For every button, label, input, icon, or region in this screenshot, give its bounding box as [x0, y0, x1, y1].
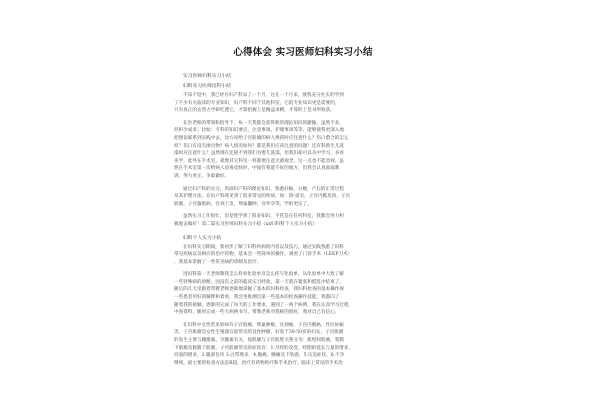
- text-line: 在妇科实习期间，我初步了解了妇科疾病的内容以及技巧，通过实践熟悉了妇科: [183, 244, 344, 250]
- text-line: 随后的几天里跟着带教老师逐渐地掌握了基本的妇科检查，我妇科检查的基本操作规: [174, 287, 344, 293]
- document-subtitle: 实习医师妇科实习小结: [183, 74, 231, 79]
- text-line: 训，努力更正，争取做好。: [174, 173, 230, 179]
- text-line: 但积少成多；比如：专科的知识要点，注意事项，护理事项等等，能够使我更深入地: [174, 128, 344, 134]
- text-line: 一些患者用好的解释和着看，我会坐推测出第一些基本的检查操作技能，我都向了: [174, 295, 340, 301]
- section-2-body: [174, 244, 432, 368]
- paragraph: [174, 213, 432, 228]
- text-line: 在妇科中女性常见的病有子宫肌瘤，卵巢肿瘤，宫颈癌，子宫内膜癌，异位妊娠: [183, 322, 344, 328]
- text-line: 极地去做好！第二篇实习医师妇科实习小结《xx妇科科个人实习小结》: [174, 221, 317, 227]
- text-line: 了不少有关临床的专业知识，妇产科不同于其他科室，它的专业知识更是需要的，: [174, 100, 340, 106]
- text-line: 继续，最主要的检查方法是B超，治疗有药物的疗和手术治疗。临床上常见的手术治: [174, 360, 343, 366]
- document-title: 心得体会 实习医师妇科实习小结: [233, 47, 373, 58]
- text-line: 的发生主要与雌激素、孕激素有关，按肌瘤与子宫肌壁关系分为：肌壁间肌瘤，浆膜: [174, 338, 344, 344]
- text-line: 样？伤口有没有渗出物？病人情况如何？都是我们应该注意的问题！还有科新生儿洗: [174, 143, 344, 149]
- paragraph: [174, 92, 432, 115]
- paragraph: [174, 322, 432, 368]
- text-line: 持量的增多，2.腹部包块 3.白带增多，4.腹痛，腰痛及下坠感，5.压迫症状，6.不孕: [174, 353, 345, 359]
- text-line: 中查资料，随时完成一些大病例书写，带教老师对我称的很好，我对自己有信心。: [174, 310, 340, 316]
- text-line: 等，子宫肌瘤是女性生殖器官最常见的良性肿瘤，好发于30-50岁的妇女，子宫肌瘤: [174, 330, 344, 336]
- text-line: 一些特殊病的诊断。因没有之前的临床实习经验，第一天就在紧张和慌乱中结束了，: [174, 279, 344, 285]
- paragraph: [174, 244, 432, 267]
- text-line: ，我基本掌握了一些常见病的诊断及治疗。: [174, 259, 262, 265]
- text-line: 肌瘤，子宫腺肌病，宫颈上皮，卵巢囊肿，宫外孕等，学的更实了。: [174, 201, 312, 207]
- text-line: 不知不觉中，我已经在妇产科呆了一个月，这在一个月来，使我充分扎实的学到: [183, 93, 344, 98]
- section-heading: 妇科实习医师出科小结: [183, 84, 231, 89]
- text-line: 澡时应注意什么？虽然现在还轮不到我们为婴儿洗澡，但我们却可以从中学习，多看: [174, 151, 344, 157]
- text-line: 及其护理方法，在妇产科我见到了很多常见的疾病，如：阴-道炎，子宫内膜息肉，子宫: [174, 194, 351, 200]
- section-heading-2: 妇科个人实习小结: [183, 235, 222, 241]
- paragraph: [174, 271, 432, 317]
- text-line: 把理论联系到实践中去，比方说给子宫肌瘤的病人换药时应注意什么？伤口愈合的怎么: [174, 135, 349, 141]
- text-line: 随着我的接触，逐渐的完成了每天的工作要求，遇到了一两个病例，我在认真学习过程: [174, 302, 349, 308]
- text-line: 虽然实习工作很忙，但是我学到了很多知识，不管是在任何科室，我都会努力积: [183, 214, 344, 220]
- text-line: 常见疾病以及相应的治疗药物，基本会一些简单的操作，观看了门诊手术（LEEP刀术）: [174, 252, 353, 258]
- text-line: 在医老师的带领和指导下，每一天我都会获得新的理论知识的灌输，虽然不多，: [183, 120, 344, 126]
- paragraph: [174, 186, 432, 209]
- text-line: 只有真正的去努力学研吃透它，才算把握上是精益求精，才算的上是书所收获。: [174, 108, 335, 114]
- text-line: 进妇科第一天老师教我怎么样看化验单及怎么样写化验单，从化验单中大致了解: [183, 272, 344, 278]
- text-line: 然在手术室第一次给病人消毒皮肤时，中间有我能不好的地方，但我会认真面取教: [174, 166, 340, 172]
- paragraph: [174, 120, 432, 181]
- text-line: 多学，此外在手术室，就像其它科室一样都要注意无菌观念，这一点也不能忽视。虽: [174, 158, 344, 164]
- section-1-body: [174, 92, 432, 229]
- text-line: 下肌瘤及黏膜下肌瘤，子宫肌瘤常见的症状有：1.月经的改变，经期的延长与量的增多，: [174, 345, 353, 351]
- text-line: 通过妇产科的实习，巩固妇产科的理论知识，熟悉妊娠，分娩，产后的正常过程: [183, 186, 344, 192]
